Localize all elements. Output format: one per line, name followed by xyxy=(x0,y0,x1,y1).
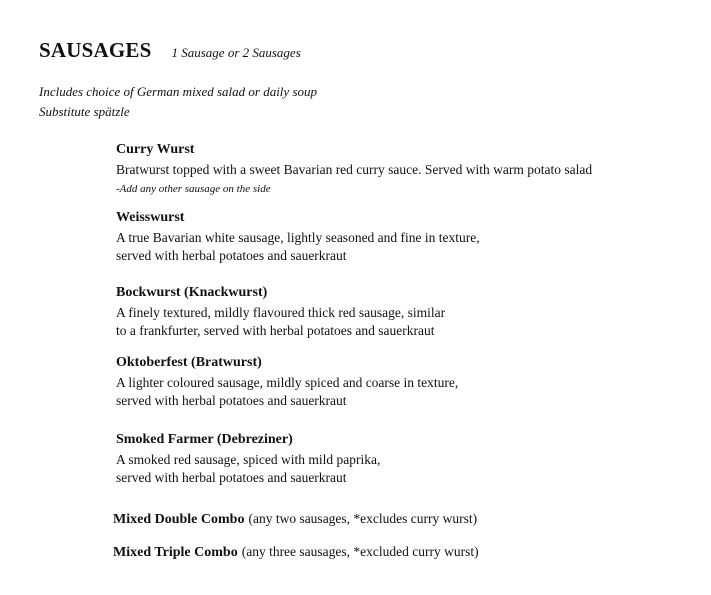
menu-item-description: A finely textured, mildly flavoured thick red sausage, similar xyxy=(116,305,446,320)
menu-item-curry-wurst xyxy=(116,141,592,198)
menu-item-description: Bratwurst topped with a sweet Bavarian red curry sauce. Served with warm potato salad xyxy=(116,162,593,177)
portion-sizes: 1 Sausage or 2 Sausages xyxy=(171,45,301,60)
menu-item-note: -Add any other sausage on the side xyxy=(116,183,271,195)
combo-detail: (any two sausages, *excludes curry wurst) xyxy=(248,511,478,526)
combo-name: Mixed Triple Combo xyxy=(113,545,238,560)
menu-item-name: Curry Wurst xyxy=(116,142,195,157)
menu-item-oktoberfest xyxy=(116,354,458,410)
menu-item-description: served with herbal potatoes and sauerkraut xyxy=(116,248,347,263)
combo-detail: (any three sausages, *excluded curry wurst) xyxy=(241,544,479,559)
menu-item-description: served with herbal potatoes and sauerkraut xyxy=(116,470,347,485)
menu-item-name: Weisswurst xyxy=(116,210,185,225)
menu-item-name: Oktoberfest (Bratwurst) xyxy=(116,355,262,370)
section-title: SAUSAGES xyxy=(39,38,152,62)
combo-double xyxy=(113,511,477,528)
note-side-choice: Includes choice of German mixed salad or daily soup xyxy=(39,84,318,99)
section-header xyxy=(39,38,301,63)
menu-item-weisswurst xyxy=(116,209,480,265)
section-notes xyxy=(39,82,317,122)
menu-item-description: to a frankfurter, served with herbal potatoes and sauerkraut xyxy=(116,323,435,338)
menu-item-name: Bockwurst (Knackwurst) xyxy=(116,285,268,300)
menu-item-description: A true Bavarian white sausage, lightly seasoned and fine in texture, xyxy=(116,230,480,245)
menu-item-description: A smoked red sausage, spiced with mild paprika, xyxy=(116,452,381,467)
combo-triple xyxy=(113,544,479,561)
combo-name: Mixed Double Combo xyxy=(113,512,245,527)
menu-item-smoked-farmer xyxy=(116,431,380,487)
menu-item-bockwurst xyxy=(116,284,445,340)
menu-item-description: served with herbal potatoes and sauerkraut xyxy=(116,393,347,408)
menu-item-name: Smoked Farmer (Debreziner) xyxy=(116,432,293,447)
menu-item-description: A lighter coloured sausage, mildly spiced and coarse in texture, xyxy=(116,375,459,390)
note-substitution: Substitute spätzle xyxy=(39,104,130,119)
